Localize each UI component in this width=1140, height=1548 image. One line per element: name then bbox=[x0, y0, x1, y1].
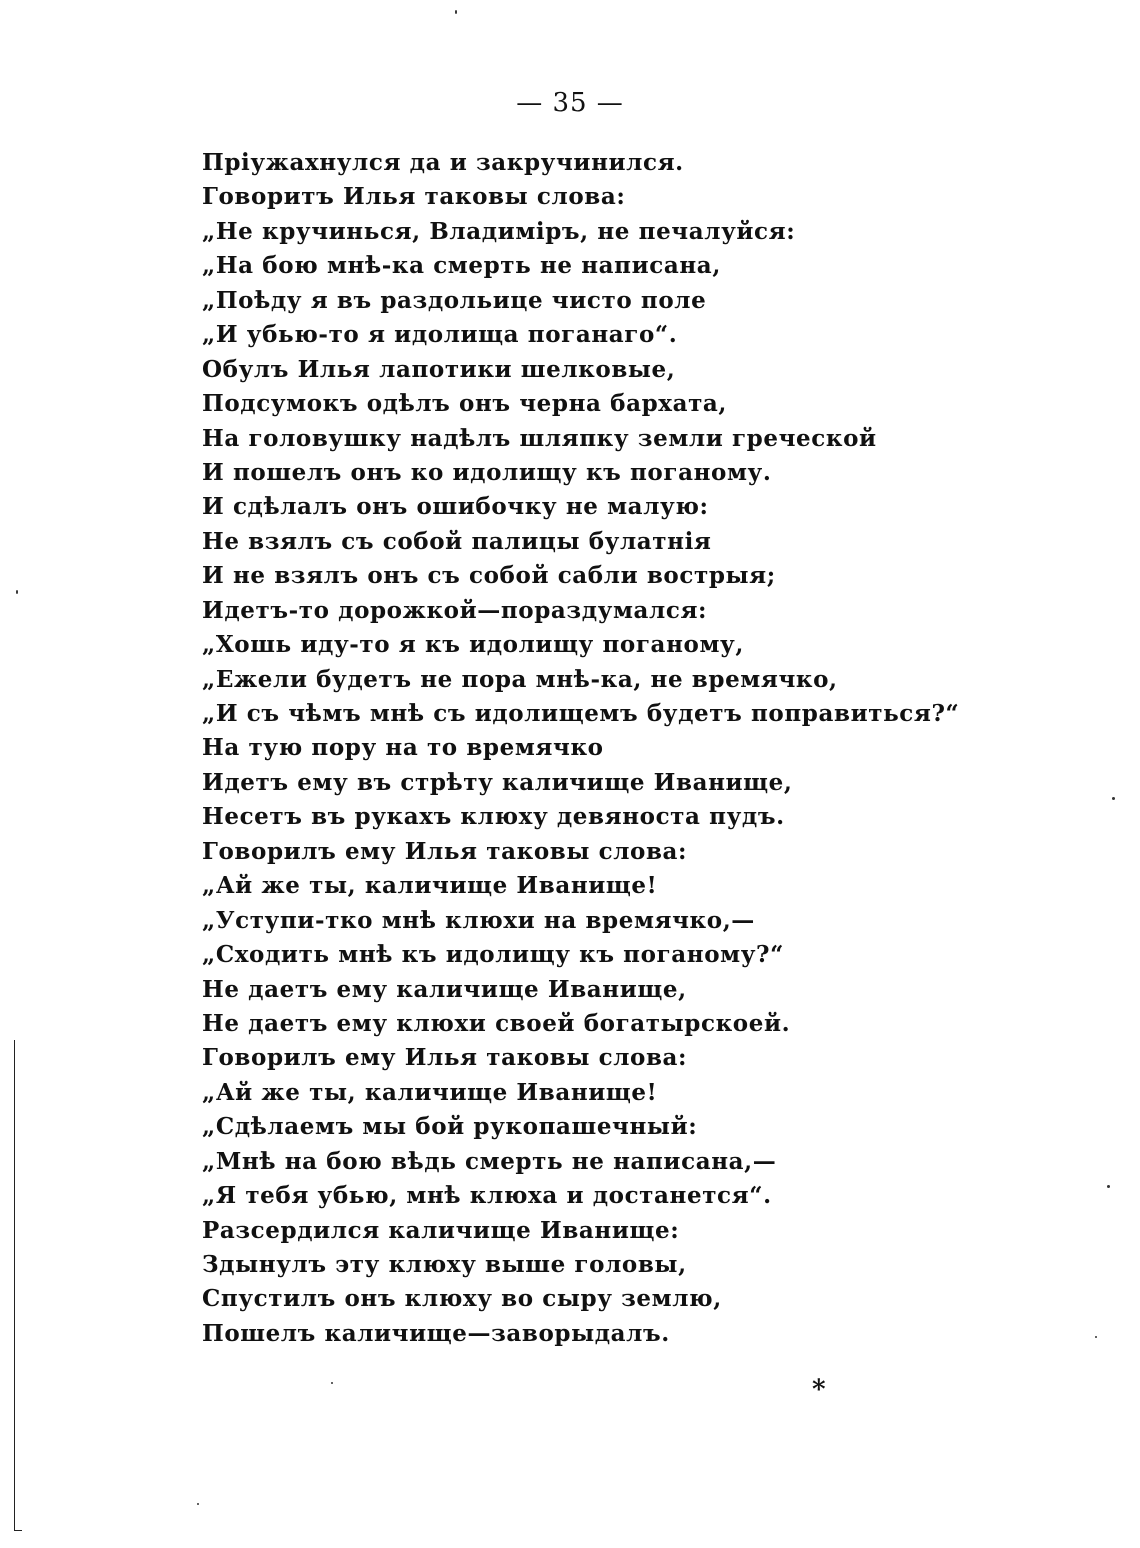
poem-line: „Хошь иду-то я къ идолищу поганому, bbox=[202, 631, 744, 659]
poem-line: И пошелъ онъ ко идолищу къ поганому. bbox=[202, 458, 772, 486]
poem-line: „Не кручинься, Владиміръ, не печалуйся: bbox=[202, 217, 796, 245]
poem-line: Идетъ ему въ стрѣту каличище Иванище, bbox=[202, 768, 793, 796]
poem-line: „На бою мнѣ-ка смерть не написана, bbox=[202, 252, 721, 280]
poem-line: И сдѣлалъ онъ ошибочку не малую: bbox=[202, 493, 709, 521]
poem-line: „Ай же ты, каличище Иванище! bbox=[202, 1078, 658, 1106]
scan-speck bbox=[1112, 797, 1115, 800]
poem-line: Говорилъ ему Илья таковы слова: bbox=[202, 837, 688, 865]
scan-speck bbox=[331, 1382, 333, 1384]
poem-line: Не взялъ съ собой палицы булатнія bbox=[202, 527, 712, 555]
poem-line: Обулъ Илья лапотики шелковые, bbox=[202, 355, 676, 383]
poem-line: „Я тебя убью, мнѣ клюха и достанется“. bbox=[202, 1182, 772, 1210]
page-number: — 35 — bbox=[516, 88, 624, 118]
poem-line: Говорилъ ему Илья таковы слова: bbox=[202, 1044, 688, 1072]
poem-line: Здынулъ эту клюху выше головы, bbox=[202, 1251, 687, 1278]
scan-speck bbox=[455, 10, 457, 14]
scan-speck bbox=[197, 1503, 199, 1505]
poem-line: Несетъ въ рукахъ клюху девяноста пудъ. bbox=[202, 803, 785, 831]
poem-text bbox=[202, 146, 1102, 1351]
poem-line: „И съ чѣмъ мнѣ съ идолищемъ будетъ поправиться?“ bbox=[202, 700, 960, 727]
poem-line: „И убью-то я идолища поганаго“. bbox=[202, 321, 678, 349]
poem-line: Не даетъ ему клюхи своей богатырскоей. bbox=[202, 1009, 791, 1037]
scan-speck bbox=[1095, 1336, 1097, 1338]
poem-line: Не даетъ ему каличище Иванище, bbox=[202, 975, 687, 1003]
scan-edge-line bbox=[14, 1040, 15, 1530]
poem-line: Спустилъ онъ клюху во сыру землю, bbox=[202, 1285, 722, 1313]
poem-line: На тую пору на то времячко bbox=[202, 734, 604, 762]
poem-line: Пошелъ каличище—заворыдалъ. bbox=[202, 1319, 670, 1347]
poem-line: Разсердился каличище Иванище: bbox=[202, 1216, 680, 1244]
scan-edge-tick bbox=[14, 1530, 22, 1531]
poem-line: Пріужахнулся да и закручинился. bbox=[202, 149, 684, 176]
poem-line: „Поѣду я въ раздольице чисто поле bbox=[202, 286, 707, 314]
poem-line: И не взялъ онъ съ собой сабли вострыя; bbox=[202, 562, 776, 590]
poem-line: „Сходить мнѣ къ идолищу къ поганому?“ bbox=[202, 941, 784, 969]
poem-line: Подсумокъ одѣлъ онъ черна бархата, bbox=[202, 390, 728, 418]
poem-line: „Ежели будетъ не пора мнѣ-ка, не времячко, bbox=[202, 665, 838, 693]
poem-line: Говоритъ Илья таковы слова: bbox=[202, 183, 626, 211]
poem-line: „Мнѣ на бою вѣдь смерть не написана,— bbox=[202, 1147, 777, 1175]
poem-line: „Сдѣлаемъ мы бой рукопашечный: bbox=[202, 1113, 698, 1141]
poem-line: Идетъ-то дорожкой—пораздумался: bbox=[202, 596, 708, 624]
scan-speck bbox=[1107, 1185, 1110, 1188]
section-ornament: * bbox=[812, 1375, 826, 1405]
scan-speck bbox=[16, 590, 18, 594]
poem-line: „Ай же ты, каличище Иванище! bbox=[202, 872, 658, 900]
poem-line: „Уступи-тко мнѣ клюхи на времячко,— bbox=[202, 906, 755, 934]
poem-line: На головушку надѣлъ шляпку земли греческой bbox=[202, 424, 877, 452]
